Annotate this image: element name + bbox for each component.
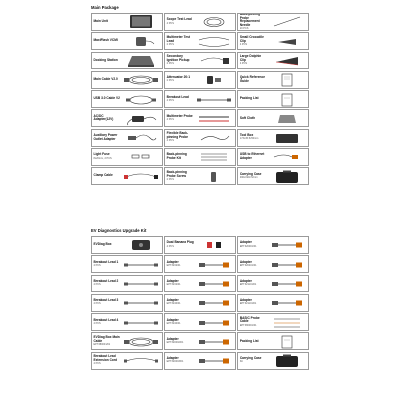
probe-screw-icon [195, 168, 234, 184]
item-cell [91, 71, 163, 89]
item-label [94, 299, 122, 306]
item-label [240, 299, 268, 306]
item-name: Breakout Lead 3 [93, 298, 119, 303]
item-label [94, 134, 122, 141]
item-name: Large Dolphin Clip [239, 54, 262, 62]
test-lead-coil-icon [195, 14, 234, 30]
main-package-title: Main Package [91, 5, 119, 10]
ev-kit-title: EV Diagnostics Upgrade Kit [91, 228, 147, 233]
item-quantity: 2 PCS [166, 42, 174, 46]
item-cell [237, 129, 309, 147]
item-cell [164, 32, 236, 50]
item-cell [164, 313, 236, 331]
item-quantity: EPT380001/01 [239, 323, 257, 327]
item-quantity: 4 PCS [93, 263, 101, 267]
item-label [94, 174, 122, 178]
item-label [94, 243, 122, 247]
item-quantity: EPT321101/01 [239, 302, 257, 306]
item-cell [91, 275, 163, 293]
item-label [167, 241, 195, 248]
breakout-lead-icon [122, 295, 161, 311]
item-quantity: EPT3240/01 [166, 302, 181, 306]
breakout-lead-icon [122, 314, 161, 330]
item-quantity: 2 PCS [166, 79, 174, 83]
item-cell [91, 332, 163, 350]
adapter-icon [195, 314, 234, 330]
item-quantity: 4 PCS [239, 42, 248, 46]
item-name: Adapter [239, 278, 252, 283]
item-label [94, 59, 122, 63]
item-cell [237, 236, 309, 254]
adapter-icon [268, 237, 307, 253]
item-quantity: 4 PCS [166, 244, 174, 248]
item-cell [164, 71, 236, 89]
evdiag-box-icon [122, 237, 161, 253]
item-cell [237, 148, 309, 166]
usb-cable-icon [122, 91, 161, 107]
item-label [167, 153, 195, 160]
item-name: Clamp Cable [93, 173, 113, 178]
item-cell [237, 332, 309, 350]
ev-kit-grid [91, 236, 309, 370]
item-cell [237, 52, 309, 70]
item-quantity: 4 PCS [239, 61, 248, 65]
item-label [94, 280, 122, 287]
extension-cord-icon [122, 353, 161, 369]
toolbox-icon [268, 130, 307, 146]
item-cell [91, 352, 163, 370]
ignition-pickup-icon [195, 53, 234, 69]
small-clip-icon [268, 33, 307, 49]
item-name: Dual Banana Plug [166, 240, 194, 245]
item-cell [164, 52, 236, 70]
power-adapter-icon [122, 110, 161, 126]
item-name: Breakout Lead 4 [93, 317, 119, 322]
probe-icon [195, 110, 234, 126]
item-quantity: EPT321101/01 [239, 283, 257, 287]
item-label [167, 55, 195, 66]
item-cell [164, 13, 236, 31]
adapter-icon [268, 295, 307, 311]
item-quantity: 4 PCS [166, 98, 174, 102]
item-cell [164, 109, 236, 127]
item-label [167, 299, 195, 306]
main-package-grid [91, 13, 309, 185]
item-cell [164, 352, 236, 370]
item-label [240, 317, 268, 328]
item-label [167, 280, 195, 287]
outlet-adapter-icon [122, 130, 161, 146]
needle-icon [268, 14, 307, 30]
item-cell [164, 167, 236, 185]
item-label [240, 241, 268, 248]
item-label [94, 78, 122, 82]
item-name: Multimeter Probe [166, 113, 193, 118]
item-label [167, 338, 195, 345]
item-label [240, 117, 268, 121]
adapter-icon [268, 276, 307, 292]
item-name: Adapter [166, 317, 179, 322]
large-clip-icon [268, 53, 307, 69]
item-name: Packing List [239, 96, 259, 101]
packing-list-icon [268, 333, 307, 349]
item-label [94, 39, 122, 43]
item-quantity: EPT380001/01 [93, 342, 111, 346]
docking-station-icon [122, 53, 161, 69]
item-cell [91, 148, 163, 166]
item-name: Multimeter Test Lead [166, 34, 190, 43]
item-label [167, 132, 195, 143]
item-cell [91, 32, 163, 50]
item-name: Adapter [239, 240, 252, 245]
fuse-icon [122, 149, 161, 165]
item-quantity: 4 PCS [166, 118, 174, 122]
item-label [240, 340, 268, 344]
item-name: Adapter [166, 298, 179, 303]
item-cell [237, 109, 309, 127]
item-name: Back-pinning Probe Kit [166, 152, 187, 160]
main-cable-icon [122, 72, 161, 88]
item-label [240, 134, 268, 141]
item-name: MaxiFlash VCMI [93, 38, 118, 43]
item-cell [237, 90, 309, 108]
carrying-case-icon [268, 353, 307, 369]
item-cell [164, 255, 236, 273]
item-label [167, 171, 195, 182]
item-name: Breakout Lead [166, 94, 189, 99]
item-label [240, 97, 268, 101]
item-quantity: EPT320401/01 [239, 263, 257, 267]
packing-list-icon [268, 91, 307, 107]
item-cell [164, 332, 236, 350]
item-quantity: 490x190x72mm [239, 175, 258, 179]
item-label [240, 55, 268, 66]
flex-probe-icon [195, 130, 234, 146]
carrying-case-icon [268, 168, 307, 184]
cloth-icon [268, 110, 307, 126]
item-name: Carrying Case [239, 356, 262, 361]
item-label [167, 96, 195, 103]
item-name: Auxiliary Power Outlet Adapter [93, 133, 118, 141]
item-label [167, 319, 195, 326]
item-label [240, 13, 268, 31]
item-label [167, 115, 195, 122]
item-name: Adapter [166, 356, 179, 361]
item-label [94, 261, 122, 268]
item-name: Adapter [166, 278, 179, 283]
item-name: Docking Station [93, 57, 118, 62]
item-name: BASIC Probe Cable [239, 315, 260, 324]
item-name: Scope Test Lead [166, 17, 192, 22]
item-cell [164, 129, 236, 147]
item-cell [91, 13, 163, 31]
multimeter-lead-icon [195, 33, 234, 49]
adapter-icon [195, 295, 234, 311]
attenuator-icon [195, 72, 234, 88]
item-cell [237, 13, 309, 31]
item-quantity: 173x45.5x50mm [239, 137, 259, 141]
main-cable-icon [122, 333, 161, 349]
item-cell [237, 352, 309, 370]
item-cell [91, 167, 163, 185]
item-cell [237, 313, 309, 331]
item-cell [237, 294, 309, 312]
item-cell [91, 236, 163, 254]
item-cell [91, 255, 163, 273]
item-name: Attenuator 20:1 [166, 75, 191, 80]
item-name: Breakout Lead 1 [93, 259, 119, 264]
adapter-icon [195, 353, 234, 369]
item-name: Adapter [239, 298, 252, 303]
item-quantity: Kit [239, 360, 243, 364]
item-name: USB 3.0 Cable V2 [93, 96, 120, 101]
adapter-icon [268, 256, 307, 272]
item-cell [237, 255, 309, 273]
item-quantity: EPT3232/01 [166, 283, 181, 287]
item-label [167, 36, 195, 47]
item-label [240, 173, 268, 180]
item-label [240, 357, 268, 364]
item-quantity: 2 PCS [166, 61, 174, 65]
item-label [94, 336, 122, 347]
item-cell [237, 167, 309, 185]
item-quantity: 8x20mm, 2 PCS [93, 156, 112, 160]
item-label [240, 261, 268, 268]
item-name: USB to Ethernet Adapter [239, 152, 265, 160]
item-cell [91, 313, 163, 331]
item-name: Back-pinning Probe Screw [166, 169, 187, 178]
item-quantity: 2 PCS [166, 177, 174, 181]
item-label [240, 76, 268, 83]
item-label [240, 36, 268, 47]
breakout-lead-icon [195, 91, 234, 107]
item-quantity: 4 PCS [166, 139, 174, 143]
item-label [240, 280, 268, 287]
item-quantity: EPT320002/01 [166, 341, 184, 345]
probe-kit-icon [195, 149, 234, 165]
adapter-icon [195, 333, 234, 349]
item-name: Breakout Lead Extension Cord [93, 354, 118, 362]
breakout-lead-icon [122, 256, 161, 272]
ethernet-adapter-icon [268, 149, 307, 165]
item-label [167, 357, 195, 364]
breakout-lead-icon [122, 276, 161, 292]
item-cell [164, 294, 236, 312]
item-name: Soft Cloth [239, 115, 256, 120]
item-cell [91, 109, 163, 127]
item-label [94, 319, 122, 326]
item-quantity: EPT3240/01 [166, 321, 181, 325]
item-name: Packing List [239, 338, 259, 343]
item-cell [237, 275, 309, 293]
item-quantity: EPT3232/01 [166, 263, 181, 267]
item-quantity: EPT320001/01 [239, 244, 257, 248]
adapter-icon [195, 256, 234, 272]
item-quantity: 4 PCS [166, 21, 174, 25]
item-name: Main Cable V2.0 [93, 76, 118, 81]
item-label [240, 153, 268, 160]
item-name: AC/DC Adapter(12V) [93, 113, 114, 122]
item-name: Adapter [166, 259, 179, 264]
item-label [167, 76, 195, 83]
item-cell [91, 90, 163, 108]
banana-plug-icon [195, 237, 234, 253]
item-name: Small Crocodile Clip [239, 34, 264, 43]
item-name: Back-pinning Probe Replacement Needle [239, 13, 261, 27]
item-name: Flexible Back-pinning Probe [166, 131, 189, 139]
item-cell [164, 90, 236, 108]
item-quantity: 4 PCS [93, 321, 101, 325]
item-cell [237, 32, 309, 50]
item-label [94, 355, 122, 366]
item-name: EVDiag Box [93, 242, 112, 247]
item-cell [164, 148, 236, 166]
item-label [94, 97, 122, 101]
item-name: Breakout Lead 2 [93, 278, 119, 283]
item-name: Adapter [239, 259, 252, 264]
item-name: Carrying Case [239, 171, 262, 176]
item-label [167, 261, 195, 268]
item-quantity: EPT320003/01 [166, 360, 184, 364]
item-name: Adapter [166, 336, 179, 341]
item-name: Main Unit [93, 19, 108, 24]
probe-cable-icon [268, 314, 307, 330]
item-name: Secondary Ignition Pickup [166, 54, 190, 62]
item-quantity: 20 PCS [239, 27, 249, 31]
item-quantity: 4 PCS [93, 302, 101, 306]
tablet-icon [122, 14, 161, 30]
item-cell [164, 236, 236, 254]
item-name: Light Fuse [93, 152, 110, 157]
item-name: EVDiag Box Main Cable [93, 335, 120, 343]
adapter-icon [195, 276, 234, 292]
item-label [94, 153, 122, 160]
clamp-cable-icon [122, 168, 161, 184]
item-cell [91, 52, 163, 70]
item-cell [164, 275, 236, 293]
item-label [94, 115, 122, 122]
vci-device-icon [122, 33, 161, 49]
item-cell [91, 294, 163, 312]
item-name: Tool Box [239, 133, 254, 138]
item-label [167, 18, 195, 25]
item-label [94, 20, 122, 24]
item-cell [91, 129, 163, 147]
item-quantity: 4 PCS [93, 283, 101, 287]
item-quantity: 4 PCS [93, 362, 101, 366]
guide-icon [268, 72, 307, 88]
item-cell [237, 71, 309, 89]
item-name: Quick Reference Guide [239, 75, 265, 83]
